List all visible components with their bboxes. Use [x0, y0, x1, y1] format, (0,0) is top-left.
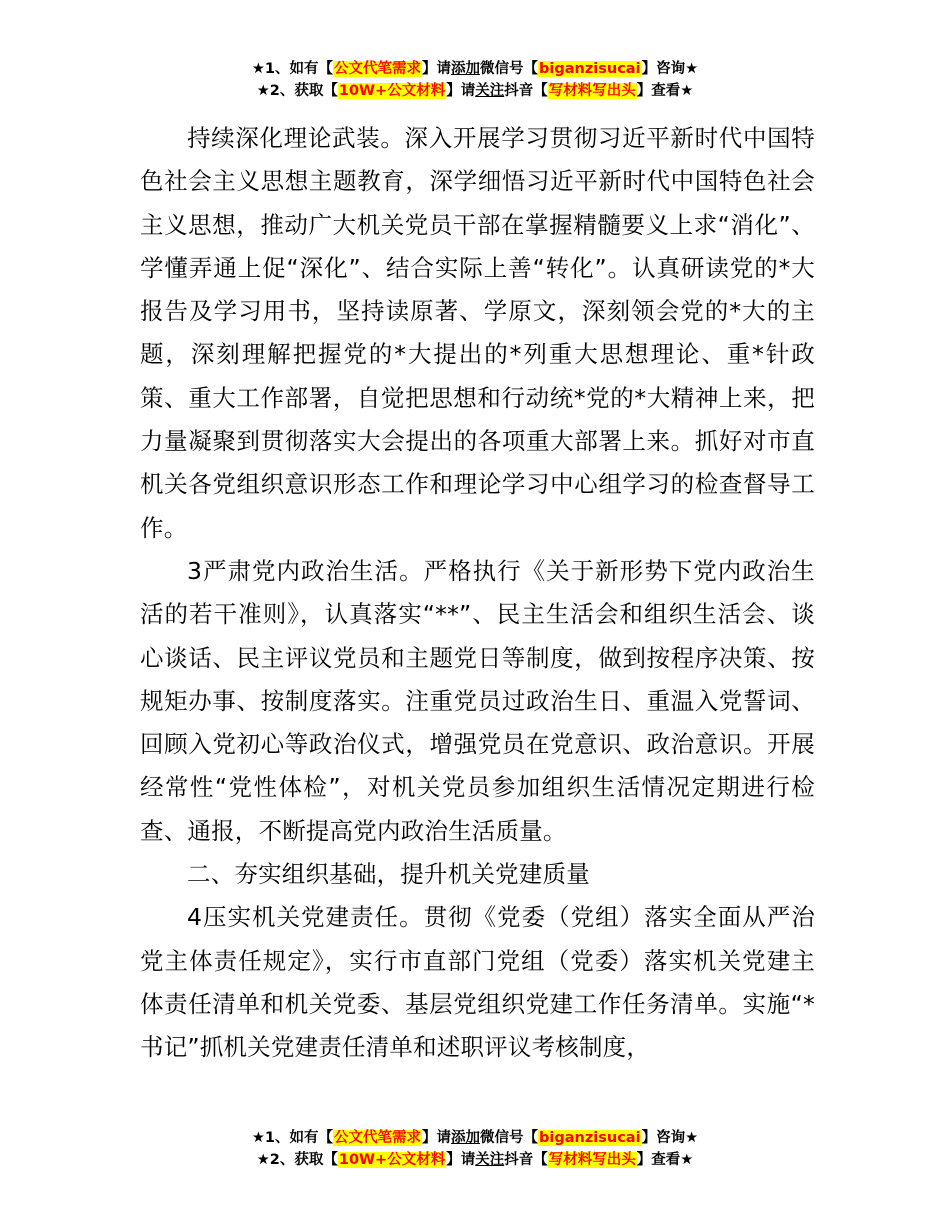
banner-text: ★2、获取【 [256, 83, 338, 99]
highlight-service: 公文代笔需求 [334, 1130, 422, 1146]
banner-text: 】咨询★ [641, 61, 699, 77]
footer-banner [0, 1127, 950, 1171]
banner-underline-text: 关注 [475, 1152, 505, 1168]
banner-text: 】请 [422, 61, 452, 77]
highlight-wechat-id: biganzisucai [539, 61, 641, 77]
paragraph-responsibility: 4压实机关党建责任。贯彻《党委（党组）落实全面从严治党主体责任规定》，实行市直部门党组（党委）落实机关党建主体责任清单和机关党委、基层党组织党建工作任务清单。实施“*书记”抓机关党建责任清单和述职评议考核制度， [140, 903, 815, 1062]
highlight-materials: 10W+公文材料 [338, 1152, 446, 1168]
banner-text: 】查看★ [636, 83, 694, 99]
banner-line-1 [0, 58, 950, 80]
banner-line-1 [0, 1127, 950, 1149]
highlight-douyin-id: 写材料写出头 [548, 83, 636, 99]
banner-text: ★1、如有【 [251, 1130, 334, 1146]
banner-text: 微信号【 [480, 61, 539, 77]
highlight-douyin-id: 写材料写出头 [548, 1152, 636, 1168]
banner-underline-text: 添加 [451, 61, 481, 77]
banner-text: 】请 [422, 1130, 452, 1146]
banner-text: 】查看★ [636, 1152, 694, 1168]
banner-underline-text: 添加 [451, 1130, 481, 1146]
banner-line-2 [0, 80, 950, 102]
banner-text: 微信号【 [480, 1130, 539, 1146]
paragraph-political-life: 3严肃党内政治生活。严格执行《关于新形势下党内政治生活的若干准则》，认真落实“**”、民主生活会和组织生活会、谈心谈话、民主评议党员和主题党日等制度，做到按程序决策、按规矩办事、按制度落实。注重党员过政治生日、重温入党誓词、回顾入党初心等政治仪式，增强党员在党意识、政治意识。开展经常性“党性体检”，对机关党员参加组织生活情况定期进行检查、通报，不断提高党内政治生活质量。 [140, 556, 815, 845]
document-body [140, 117, 815, 1070]
banner-line-2 [0, 1149, 950, 1171]
banner-text: 】请 [446, 83, 476, 99]
banner-text: 】请 [446, 1152, 476, 1168]
highlight-service: 公文代笔需求 [334, 61, 422, 77]
banner-underline-text: 关注 [475, 83, 505, 99]
highlight-materials: 10W+公文材料 [338, 83, 446, 99]
section-heading: 二、夯实组织基础，提升机关党建质量 [187, 860, 590, 889]
paragraph-theory: 持续深化理论武装。深入开展学习贯彻习近平新时代中国特色社会主义思想主题教育，深学细悟习近平新时代中国特色社会主义思想，推动广大机关党员干部在掌握精髓要义上求“消化”、学懂弄通上促“深化”、结合实际上善“转化”。认真研读党的*大报告及学习用书，坚持读原著、学原文，深刻领会党的*大的主题，深刻理解把握党的*大提出的*列重大思想理论、重*针政策、重大工作部署，自觉把思想和行动统*党的*大精神上来，把力量凝聚到贯彻落实大会提出的各项重大部署上来。抓好对市直机关各党组织意识形态工作和理论学习中心组学习的检查督导工作。 [140, 124, 815, 542]
header-banner [0, 58, 950, 102]
highlight-wechat-id: biganzisucai [539, 1130, 641, 1146]
banner-text: 抖音【 [504, 1152, 548, 1168]
banner-text: ★2、获取【 [256, 1152, 338, 1168]
banner-text: 】咨询★ [641, 1130, 699, 1146]
banner-text: 抖音【 [504, 83, 548, 99]
banner-text: ★1、如有【 [251, 61, 334, 77]
